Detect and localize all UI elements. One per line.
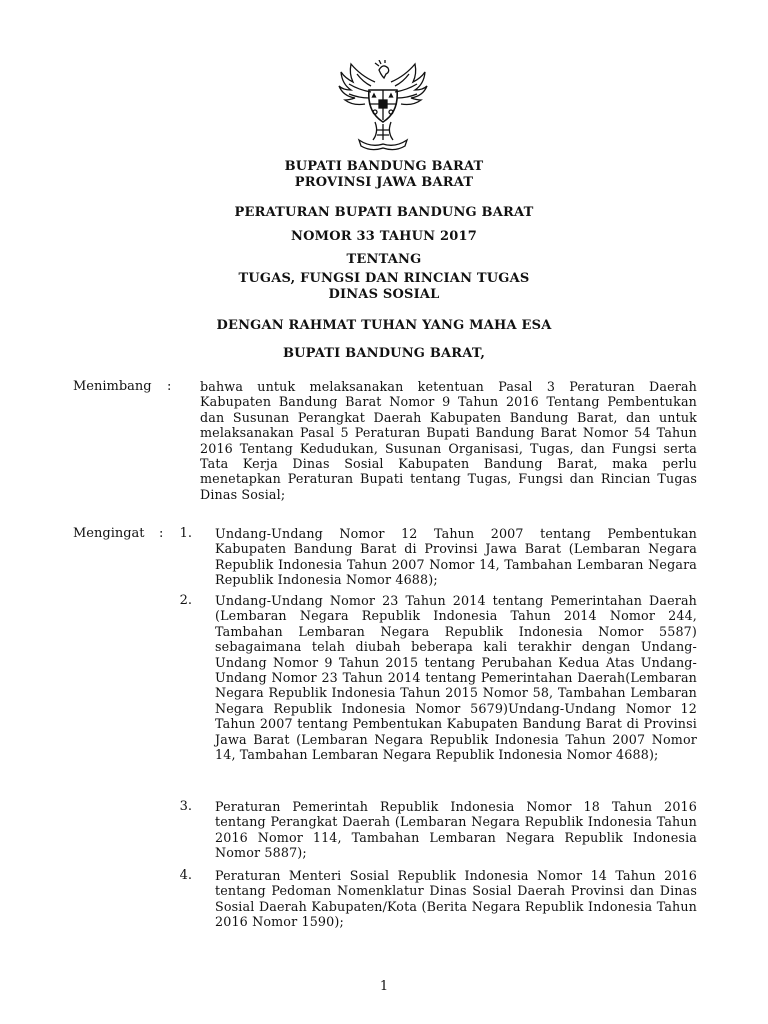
menimbang-colon: : [167, 379, 172, 394]
list-item-text: Undang-Undang Nomor 12 Tahun 2007 tentang Pembentukan Kabupaten Bandung Barat di Provinsi Jawa Barat (Lembaran Negara Republik Indonesia Tahun 2007 Nomor 14, Tambahan Lembaran Negara Republik Indonesia Nomor 4688); [215, 526, 697, 588]
regulation-number: NOMOR 33 TAHUN 2017 [291, 229, 477, 244]
authority-line: BUPATI BANDUNG BARAT, [282, 346, 486, 361]
header-line-2: PROVINSI JAWA BARAT [294, 175, 474, 190]
mengingat-colon: : [159, 526, 164, 541]
menimbang-label: Menimbang [73, 379, 152, 394]
mengingat-label: Mengingat [73, 526, 145, 541]
garuda-emblem-icon [335, 60, 431, 152]
list-item-text: Peraturan Pemerintah Republik Indonesia Nomor 18 Tahun 2016 tentang Perangkat Daerah (Lembaran Negara Republik Indonesia Tahun 2016 Nomor 114, Tambahan Lembaran Negara Republik Indonesia Nomor 5887); [215, 799, 697, 861]
blessing-line: DENGAN RAHMAT TUHAN YANG MAHA ESA [216, 318, 552, 333]
list-item-number: 4. [179, 868, 192, 883]
header-line-1: BUPATI BANDUNG BARAT [284, 159, 484, 174]
list-item-text: Undang-Undang Nomor 23 Tahun 2014 tentang Pemerintahan Daerah (Lembaran Negara Republik Indonesia Tahun 2014 Nomor 244, Tambahan Lembaran Negara Republik Indonesia Nomor 5587) sebagaimana telah diubah beberapa kali terakhir dengan Undang-Undang Nomor 9 Tahun 2015 tentang Perubahan Kedua Atas Undang-Undang Nomor 23 Tahun 2014 tentang Pemerintahan Daerah(Lembaran Negara Republik Indonesia Tahun 2015 Nomor 58, Tambahan Lembaran Negara Republik Indonesia Nomor 5679)Undang-Undang Nomor 12 Tahun 2007 tentang Pembentukan Kabupaten Bandung Barat di Provinsi Jawa Barat (Lembaran Negara Republik Indonesia Tahun 2007 Nomor 14, Tambahan Lembaran Negara Republik Indonesia Nomor 4688); [215, 593, 697, 763]
page-number: 1 [379, 979, 389, 994]
list-item-text: Peraturan Menteri Sosial Republik Indonesia Nomor 14 Tahun 2016 tentang Pedoman Nomenklatur Dinas Sosial Daerah Provinsi dan Dinas Sosial Daerah Kabupaten/Kota (Berita Negara Republik Indonesia Tahun 2016 Nomor 1590); [215, 868, 697, 930]
list-item-number: 1. [179, 526, 192, 541]
list-item-number: 2. [179, 593, 192, 608]
menimbang-text: bahwa untuk melaksanakan ketentuan Pasal 3 Peraturan Daerah Kabupaten Bandung Barat Nomor 9 Tahun 2016 Tentang Pembentukan dan Susunan Perangkat Daerah Kabupaten Bandung Barat, dan untuk melaksanakan Pasal 5 Peraturan Bupati Bandung Barat Nomor 54 Tahun 2016 Tentang Kedudukan, Susunan Organisasi, Tugas, dan Fungsi serta Tata Kerja Dinas Sosial Kabupaten Bandung Barat, maka perlu menetapkan Peraturan Bupati tentang Tugas, Fungsi dan Rincian Tugas Dinas Sosial; [200, 379, 697, 502]
regulation-subject-line-1: TUGAS, FUNGSI DAN RINCIAN TUGAS [238, 271, 530, 286]
list-item-number: 3. [179, 799, 192, 814]
regulation-about: TENTANG [346, 252, 422, 267]
regulation-subject-line-2: DINAS SOSIAL [328, 287, 440, 302]
regulation-title: PERATURAN BUPATI BANDUNG BARAT [234, 205, 534, 220]
